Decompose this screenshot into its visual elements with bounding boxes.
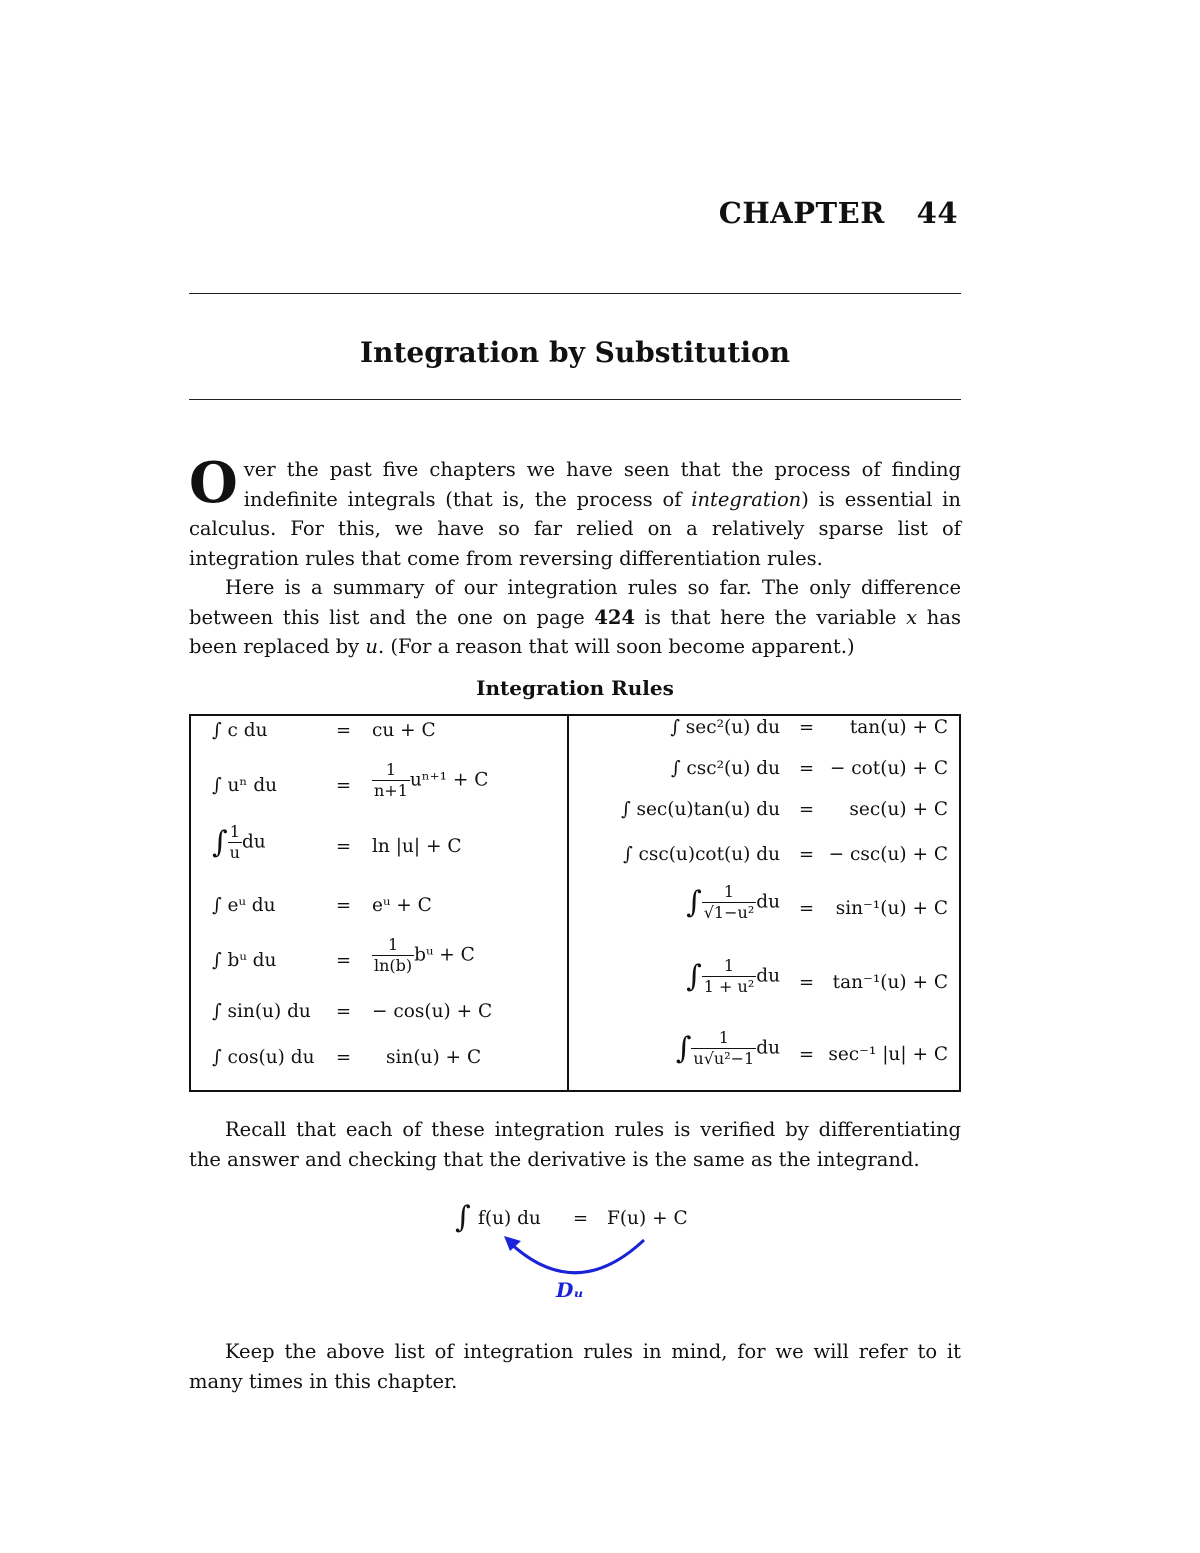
- rule-right-5-equals: =: [799, 898, 815, 919]
- integral-sign: ∫: [455, 1200, 471, 1235]
- rule-right-5-lhs-tail: du: [756, 891, 780, 913]
- chapter-heading: [719, 196, 958, 230]
- rule-left-6-rhs: − cos(u) + C: [372, 1001, 493, 1022]
- rule-right-2-lhs: ∫ csc²(u) du: [670, 758, 780, 779]
- rule-left-6-lhs: ∫ sin(u) du: [212, 1001, 311, 1022]
- fraction-denominator: n+1: [374, 781, 408, 800]
- derivative-arrow-curve: [508, 1240, 644, 1273]
- page-title: Integration by Substitution: [359, 336, 790, 369]
- rule-left-3-lhs: [212, 822, 266, 863]
- rule-right-4-rhs: − csc(u) + C: [828, 844, 948, 865]
- page-reference: 424: [594, 605, 636, 629]
- table-column-divider: [567, 714, 569, 1092]
- rule-right-5-lhs: [686, 882, 780, 923]
- integral-sign: ∫: [212, 825, 228, 860]
- rule-left-3-rhs: ln |u| + C: [372, 836, 462, 857]
- chapter-number: 44: [916, 196, 958, 230]
- rule-right-1-rhs: tan(u) + C: [849, 717, 948, 738]
- rule-right-1-equals: =: [799, 717, 815, 738]
- intro-text-b: ) is essential in calculus. For this, we have so far relied on a relatively sparse list of integration rules that come from reversing differentiation rules.: [189, 487, 961, 570]
- chapter-label: CHAPTER: [718, 196, 885, 230]
- title-rule-bottom: [189, 399, 961, 400]
- intro-emphasis: integration: [691, 487, 802, 511]
- diagram-integrand: f(u) du: [478, 1208, 541, 1229]
- summary-paragraph: [189, 573, 961, 662]
- intro-paragraph: [189, 450, 961, 573]
- title-rule-top: [189, 293, 961, 294]
- summary-text-c: has been replaced by: [189, 605, 961, 658]
- rule-left-2-rhs: [372, 760, 488, 801]
- recall-paragraph: Recall that each of these integration rules is verified by differentiating the answer and checking that the derivative is the same as the integrand.: [189, 1118, 961, 1171]
- rule-right-7-rhs: sec⁻¹ |u| + C: [828, 1044, 948, 1065]
- drop-cap: O: [189, 450, 238, 516]
- fraction-denominator: u√u²−1: [693, 1049, 755, 1068]
- rule-left-1-lhs: ∫ c du: [212, 720, 268, 741]
- rule-left-5-rhs: [372, 935, 475, 976]
- fraction-numerator: 1: [372, 760, 410, 781]
- variable-x: x: [906, 605, 918, 629]
- rule-left-4-equals: =: [336, 895, 352, 916]
- rule-right-7-lhs-tail: du: [756, 1037, 780, 1059]
- rule-left-4-lhs: ∫ eᵘ du: [212, 895, 276, 916]
- rule-right-6-rhs: tan⁻¹(u) + C: [832, 972, 948, 993]
- integral-sign: ∫: [686, 959, 702, 994]
- rule-left-1-equals: =: [336, 720, 352, 741]
- fraction-numerator: 1: [702, 882, 757, 903]
- fraction-numerator: 1: [691, 1028, 756, 1049]
- rule-right-2-equals: =: [799, 758, 815, 779]
- rule-right-4-lhs: ∫ csc(u)cot(u) du: [622, 844, 780, 865]
- fraction-denominator: 1 + u²: [703, 977, 755, 996]
- fraction-denominator: u: [229, 843, 240, 862]
- diagram-antiderivative: F(u) + C: [607, 1208, 688, 1229]
- diagram-equals: =: [573, 1208, 589, 1229]
- rule-left-7-lhs: ∫ cos(u) du: [212, 1047, 315, 1068]
- rule-left-5-equals: =: [336, 950, 352, 971]
- rule-left-1-rhs: cu + C: [372, 720, 436, 741]
- derivative-arrow: [440, 1195, 740, 1310]
- rule-left-4-rhs: eᵘ + C: [372, 895, 432, 916]
- rule-left-2-rhs-tail: uⁿ⁺¹ + C: [409, 769, 489, 791]
- derivative-operator-label: Dᵤ: [556, 1278, 584, 1302]
- fraction-numerator: 1: [702, 956, 756, 977]
- rule-right-1-lhs: ∫ sec²(u) du: [670, 717, 780, 738]
- rule-left-3-lhs-tail: du: [241, 831, 266, 853]
- rule-right-2-rhs: − cot(u) + C: [829, 758, 948, 779]
- rule-left-7-equals: =: [336, 1047, 352, 1068]
- integral-sign: ∫: [675, 1031, 692, 1066]
- intro-text-a: ver the past five chapters we have seen that the process of finding indefinite integrals (that is, the process of: [243, 458, 961, 511]
- rule-left-2-lhs: ∫ uⁿ du: [212, 775, 278, 796]
- fraction-denominator: √1−u²: [703, 903, 755, 922]
- rule-right-3-rhs: sec(u) + C: [849, 799, 948, 820]
- integral-sign: ∫: [686, 885, 702, 920]
- rule-left-6-equals: =: [336, 1001, 352, 1022]
- rule-left-5-lhs: ∫ bᵘ du: [212, 950, 277, 971]
- rule-right-3-equals: =: [799, 799, 815, 820]
- rule-right-6-lhs-tail: du: [756, 965, 780, 987]
- rule-left-5-rhs-tail: bᵘ + C: [414, 944, 475, 966]
- fraction-numerator: 1: [228, 822, 242, 843]
- rules-caption: Integration Rules: [476, 676, 674, 700]
- summary-text-b: is that here the variable: [635, 605, 907, 629]
- fraction-numerator: 1: [372, 935, 414, 956]
- rule-right-3-lhs: ∫ sec(u)tan(u) du: [620, 799, 780, 820]
- rule-left-7-rhs: sin(u) + C: [386, 1047, 482, 1068]
- rule-right-6-lhs: [686, 956, 780, 997]
- rule-right-7-lhs: [676, 1028, 780, 1069]
- summary-text-a: Here is a summary of our integration rules so far. The only difference between this list and the one on page: [189, 576, 961, 629]
- rule-left-3-equals: =: [336, 836, 352, 857]
- variable-u: u: [365, 635, 378, 658]
- rule-right-4-equals: =: [799, 844, 815, 865]
- rule-right-7-equals: =: [799, 1044, 815, 1065]
- summary-text-d: . (For a reason that will soon become apparent.): [377, 635, 855, 658]
- closing-paragraph: Keep the above list of integration rules in mind, for we will refer to it many times in this chapter.: [189, 1340, 961, 1393]
- rule-right-5-rhs: sin⁻¹(u) + C: [835, 898, 948, 919]
- rule-left-2-equals: =: [336, 775, 352, 796]
- fraction-denominator: ln(b): [374, 956, 413, 975]
- rule-right-6-equals: =: [799, 972, 815, 993]
